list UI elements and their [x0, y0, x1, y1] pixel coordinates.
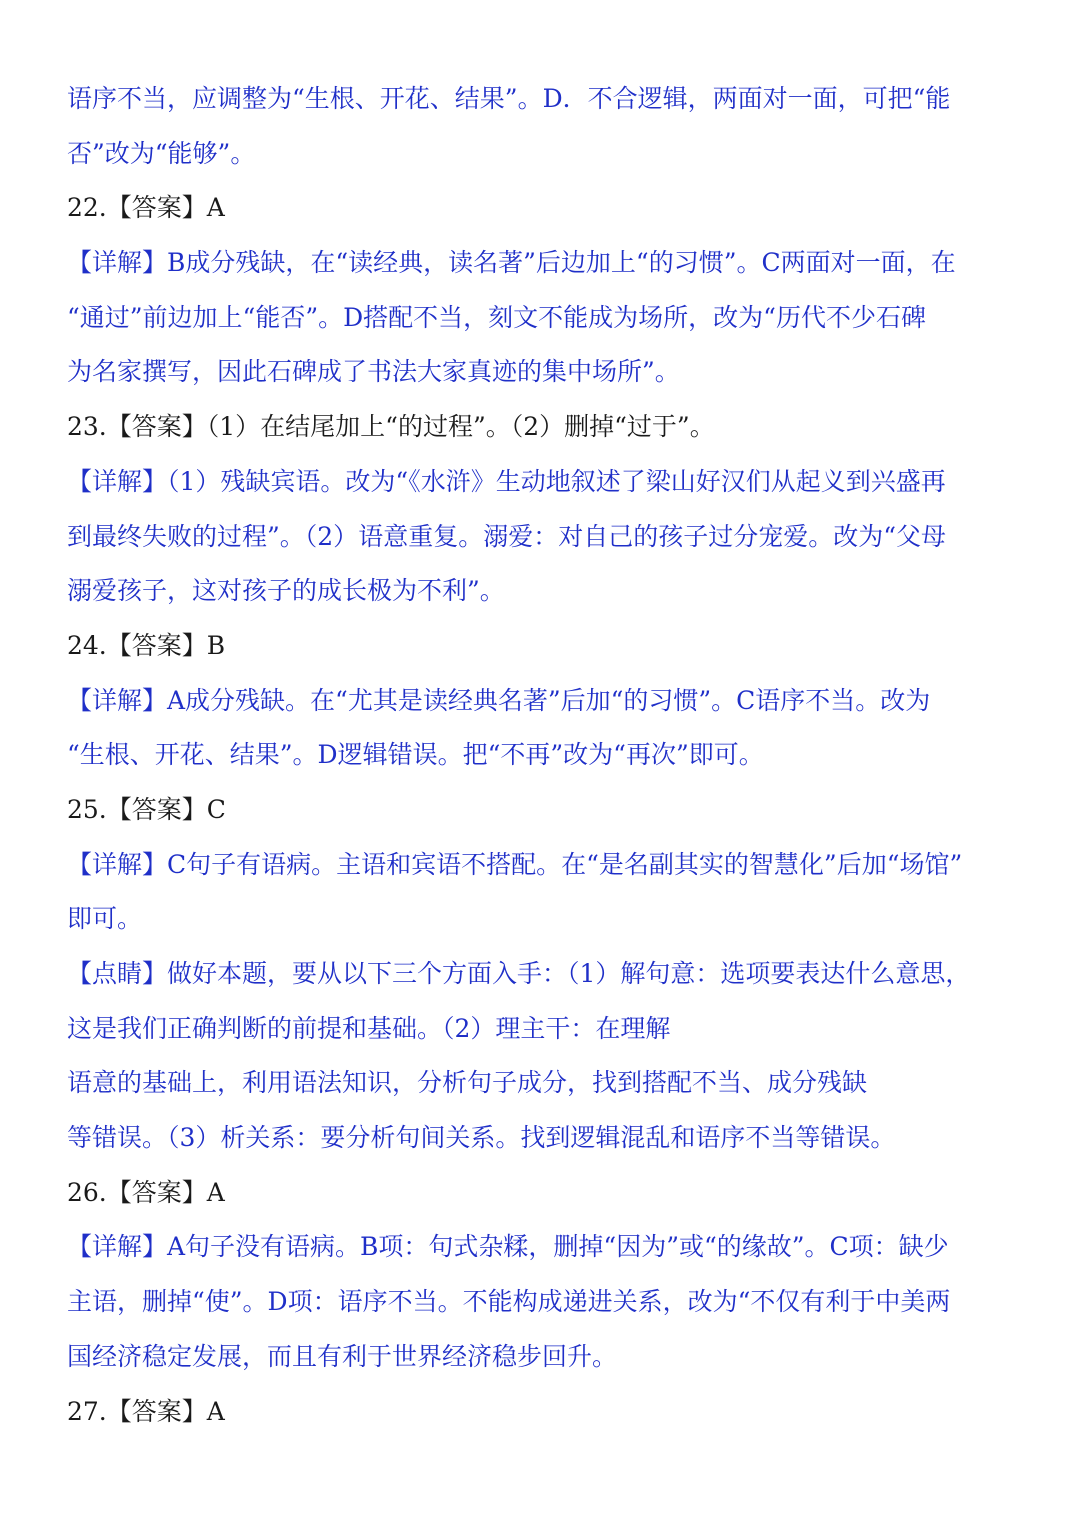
explanation-line: 【详解】A句子没有语病。B项：句式杂糅，删掉“因为”或“的缘故”。C项：缺少 [67, 1232, 949, 1262]
explanation-line: 【详解】C句子有语病。主语和宾语不搭配。在“是名副其实的智慧化”后加“场馆” [67, 849, 963, 879]
text-line: 到最终失败的过程”。（2）语意重复。溺爱：对自己的孩子过分宠爱。改为“父母 [67, 521, 946, 551]
text-line: 否”改为“能够”。 [67, 138, 256, 168]
text-line: 为名家撰写，因此石碑成了书法大家真迹的集中场所”。 [67, 357, 680, 387]
explanation-line: 【详解】（1）残缺宾语。改为“《水浒》生动地叙述了梁山好汉们从起义到兴盛再 [67, 466, 946, 496]
text-line: 溺爱孩子，这对孩子的成长极为不利”。 [67, 576, 505, 606]
answer-line-27: 27.【答案】A [67, 1396, 225, 1426]
text-line: “生根、开花、结果”。D逻辑错误。把“不再”改为“再次”即可。 [67, 740, 764, 770]
text-line: 等错误。（3）析关系：要分析句间关系。找到逻辑混乱和语序不当等错误。 [67, 1123, 896, 1153]
answer-line-24: 24.【答案】B [67, 630, 226, 660]
text-line: 这是我们正确判断的前提和基础。（2）理主干：在理解 [67, 1013, 671, 1043]
text-line: 语序不当，应调整为“生根、开花、结果”。D．不合逻辑，两面对一面，可把“能 [67, 84, 951, 113]
text-line: 主语，删掉“使”。D项：语序不当。不能构成递进关系，改为“不仅有利于中美两 [67, 1287, 951, 1317]
text-line: 即可。 [67, 904, 143, 934]
text-line: 国经济稳定发展，而且有利于世界经济稳步回升。 [67, 1341, 618, 1371]
text-line: “通过”前边加上“能否”。D搭配不当，刻文不能成为场所，改为“历代不少石碑 [67, 302, 926, 332]
text-line: 语意的基础上，利用语法知识，分析句子成分，找到搭配不当、成分残缺 [67, 1068, 868, 1098]
comment-line: 【点睛】做好本题，要从以下三个方面入手：（1）解句意：选项要表达什么意思， [67, 959, 971, 988]
explanation-line: 【详解】A成分残缺。在“尤其是读经典名著”后加“的习惯”。C语序不当。改为 [67, 685, 931, 715]
explanation-line: 【详解】B成分残缺，在“读经典，读名著”后边加上“的习惯”。C两面对一面，在 [67, 248, 956, 278]
answer-line-23: 23.【答案】（1）在结尾加上“的过程”。（2）删掉“过于”。 [67, 412, 715, 442]
answer-line-26: 26.【答案】A [67, 1177, 225, 1207]
answer-line-25: 25.【答案】C [67, 794, 226, 824]
answer-line-22: 22.【答案】A [67, 193, 225, 223]
